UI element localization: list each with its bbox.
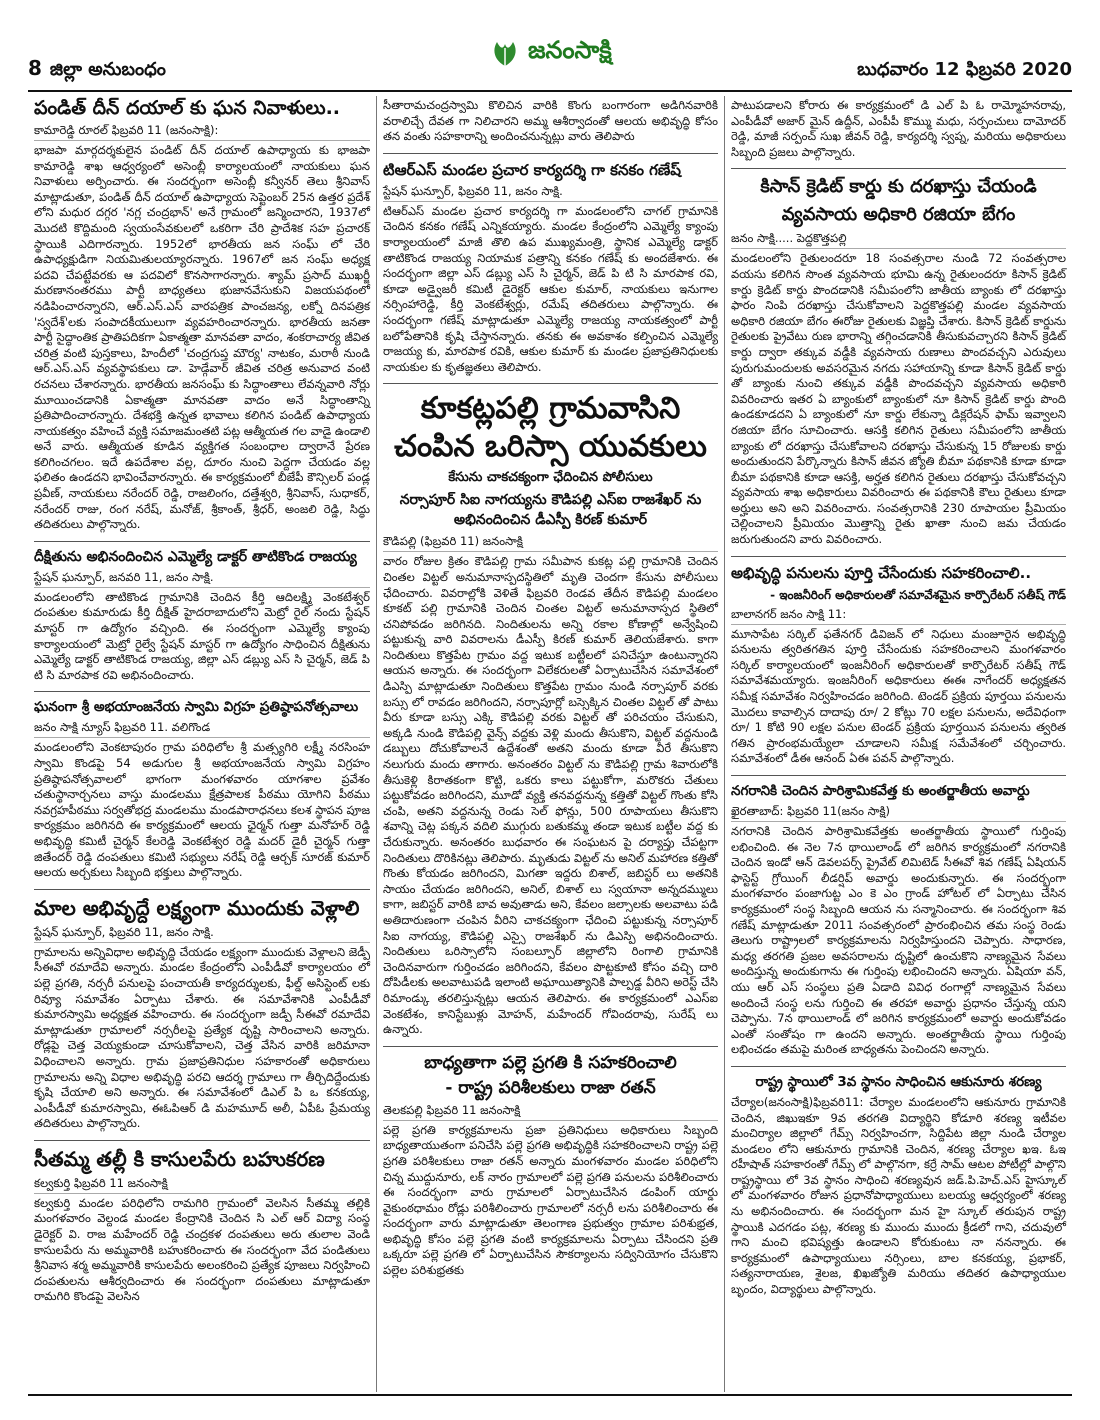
headline: దీక్షితును అభినందించిన ఎమ్మెల్యే డాక్టర్ తాటికొండ రాజయ్య: [34, 548, 357, 565]
column-1: [28, 96, 376, 1392]
article-body: సీతారామచంద్రస్వామి కొలిచిన వారికి కొంగు బంగారంగా అడిగినవారికి వరాలిచ్చే దేవత గా నిలిచారని అమ్మ ఆశీర్వాదంతో ఆలయ అభివృద్ధి కోసం తన వంతు సహకారాన్ని అందించనున్నట్లు వారు తెలిపారు: [383, 98, 718, 144]
headline: రాష్ట్ర స్థాయిలో 3వ స్థానం సాధించిన ఆకునూరు శరణ్య: [755, 1073, 1042, 1090]
article-body: మండలంలోని వెంకటాపురం గ్రామ పరిధిలోల శ్రీ మత్స్యగిరి లక్ష్మీ నరసింహ స్వామి కొండపై 54 అడుగుల శ్రీ అభయాంజనేయ స్వామి విగ్రహం ప్రతిష్ఠాపనోత్సవాలలో భాగంగా మంగళవారం యాగశాల ప్రవేశం చతుస్థానార్చనలు వాస్తు మండలము క్షేత్రపాలక పీఠము యోగిని పీఠము నవగ్రహపీఠము సర్వతోభద్ర మండలము మండపారాధనలు కలశ స్థాపన పూజ కార్యక్రమం జరిగినది ఈ కార్యక్రమంలో ఆలయ ఛైర్మన్ గుత్తా మనోహర్ రెడ్డి అభివృద్ధి కమిటీ చైర్మన్ కేలరెడ్డి వెంకటేశ్వర రెడ్డి మదర్ డైరీ చైర్మన్ గుత్తా జితేందర్ రెడ్డి దంపతులు కమిటి సభ్యులు నరేష్ రెడ్డి ఆర్చక్ సూరజ్ కుమార్ ఆలయ అర్చకులు సిబ్బంది భక్తులు పాల్గొన్నారు.: [34, 740, 370, 880]
logo-leaf-icon: [488, 38, 522, 68]
dateline: జనం సాక్షి..... పెద్దకొత్తపల్లి: [731, 231, 1066, 249]
headline: టిఆర్ఎస్ మండల ప్రచార కార్యదర్శి గా కనకం గణేష్: [383, 160, 681, 179]
article-seethamma: [34, 1147, 370, 1305]
article-dikshit: [34, 548, 370, 684]
dateline: స్టేషన్ ఘన్పూర్, ఫిబ్రవరి 11, జనం సాక్షి.: [383, 184, 718, 202]
dateline: కల్వకుర్తి ఫిబ్రవరి 11 జనంసాక్షి: [34, 1176, 370, 1194]
article-body: మూసాపేట సర్కిల్ ఫతేనగర్ డివిజన్ లో నిధులు మంజూరైన అభివృద్ధి పనులను త్వరితగతిన పూర్తి చేసేందుకు సహకరించాలని మంగళవారం సర్కిల్ కార్యాలయంలో ఇంజనీరింగ్ అధికారులతో కార్పొరేటర్ సతీష్ గౌడ్ సమావేశమయ్యారు. ఇంజనీరింగ్ అధికారులు ఈఈ నాగేందర్ అధ్యక్షతన సమీక్ష సమావేశం నిర్వహించడం జరిగింది. టెండర్ ప్రక్రియ పూర్తయి పనులను మొదలు కావాల్సిన దాదాపు రూ/ 2 కోట్లు 70 లక్షల పనులను, అదేవిధంగా రూ/ 1 కోటి 90 లక్షల పనుల టెండర్ ప్రక్రియ పూర్తయిన పనులను త్వరిత గతిన ప్రారంభమయ్యేలా చూడాలని సమీక్ష సమేవేశంలో చర్చించారు. సమావేశంలో డీఈ ఆనంద్ ఏఈ పవన్ పాల్గొన్నారు.: [731, 626, 1066, 766]
headline: నగరానికి చెందిన పారిశ్రామికవేత్త కు అంతర్జాతీయ అవార్డు: [731, 783, 1030, 799]
section-title: జిల్లా అనుబంధం: [49, 59, 166, 80]
article-body: పాటుపడాలని కోరారు ఈ కార్యక్రమంలో డి ఎల్ పి ఓ రామ్మోహనరావు, ఎంపీడీవో అజార్ మైన్ ఉద్దీన్, ఎంపీపీ కొమ్ము మధు, సర్పంచులు దామోదర్ రెడ్డి, మాజీ సర్పంచ్ సుఖ జీవన్ రెడ్డి, కార్యదర్శి స్వప్న, మరియు అధికారులు సిబ్బంది ప్రజలు పాల్గొన్నారు.: [731, 98, 1066, 159]
column-3: [724, 96, 1072, 1392]
divider: [731, 556, 1066, 557]
headline: పండిత్ దీన్ దయాల్ కు ఘన నివాళులు..: [34, 97, 341, 119]
divider: [731, 168, 1066, 169]
columns: [28, 96, 1072, 1392]
subheadline: కేసును చాకచక్యంగా ఛేదించిన పోలీసులు: [448, 470, 653, 486]
subheadline-2: నర్సాపూర్ సిఐ నాగయ్యను కౌడిపల్లి ఎస్ఐ రాజశేఖర్ ను అభినందించిన డీఎస్పీ కిరణ్ కుమార్: [399, 492, 702, 529]
dateline: కౌడిపల్లి (ఫిబ్రవరి 11) జనంసాక్షి: [383, 534, 718, 552]
dateline: తెలకపల్లి ఫిబ్రవరి 11 జనంసాక్షి: [383, 1103, 718, 1121]
article-body: పల్లె ప్రగతి కార్యక్రమాలను ప్రజా ప్రతినిధులు అధికారులు సిబ్బంది బాధ్యతాయుతంగా పనిచేసి పల్లె ప్రగతి అభివృద్ధికి సహకరించాలని రాష్ట్ర పల్లె ప్రగతి పరిశీలకులు రాజా రతన్ అన్నారు మంగళవారం మండల పరిధిలోని చిన్న ముద్దునూరు, లక్ నారం గ్రామాలలో పల్లె ప్రగతి పనులను పరిశీలించారు ఈ సందర్భంగా వారు గ్రామాలలో ఏర్పాటుచేసిన డంపింగ్ యార్డు వైకుంఠధామం రోడ్లు పరిశీలించారు గ్రామాలలో నర్సరీ లను పరిశీలించారు ఈ సందర్భంగా వారు మాట్లాడుతూ తెలంగాణ ప్రభుత్వం గ్రామాల పరిశుభ్రత, అభివృద్ధి కోసం పల్లె ప్రగతి వంటి కార్యక్రమాలను ఏర్పాటు చేసిందని ప్రతి ఒక్కరూ పల్లె ప్రగతి లో ఏర్పాటుచేసిన సౌకర్యాలను సద్వినియోగం చేసుకొని పల్లెల పరిశుభ్రతకు: [383, 1122, 718, 1278]
logo-text: జనంసాక్షి: [528, 36, 612, 64]
article-abhayanjaneya: [34, 698, 370, 880]
headline-2: - రాష్ట్ర పరిశీలకులు రాజా రతన్: [445, 1077, 656, 1098]
article-body: టిఆర్ఎస్ మండల ప్రచార కార్యదర్శి గా మండలంలోని చాగల్ గ్రామానికి చెందిన కనకం గణేష్ ఎన్నికయ్యారు. మండల కేంద్రంలోని ఎమ్మెల్యే క్యాంపు కార్యాలయంలో మాజీ తొలి ఉప ముఖ్యమంత్రి, స్థానిక ఎమ్మెల్యే డాక్టర్ తాటికొండ రాజయ్య నియామక పత్రాన్ని కనకం గణేష్ కు అందజేశారు. ఈ సందర్భంగా జిల్లా ఎస్ డబ్ల్యు ఎస్ సి చైర్మన్, జెడ్ పి టి సి మారపాక రవి, కూడా అడ్వైజరీ కమిటీ డైరెక్టర్ ఆకుల కుమార్, నాయకులు ఇనుగాల నర్సింహారెడ్డి, కీర్తి వెంకటేశ్వర్లు, రమేష్ తదితరులు పాల్గొన్నారు. ఈ సందర్భంగా గణేష్ మాట్లాడుతూ ఎమ్మెల్యే రాజయ్య నాయకత్వంలో పార్టీ బలోపేతానికి కృషి చేస్తానన్నారు. తనకు ఈ అవకాశం కల్పించిన ఎమ్మెల్యే రాజయ్య కు, మారపాక రవికి, ఆకుల కుమార్ కు మండల ప్రజాప్రతినిధులకు నాయకుల కు కృతజ్ఞతలు తెలిపారు.: [383, 203, 718, 374]
article-development-works: [731, 563, 1066, 767]
divider: [383, 1046, 718, 1047]
article-kisan-card: [731, 175, 1066, 547]
footer-rule: [28, 1394, 1072, 1396]
page-number: 8: [28, 56, 42, 80]
article-body: గ్రామాలను అన్నివిధాల అభివృద్ధి చేయడం లక్ష్యంగా ముందుకు వెళ్లాలని జెడ్పీ సీఈవో రమాదేవి అన్నారు. మండల కేంద్రంలోని ఎంపీడీవో కార్యాలయం లో పల్లె ప్రగతి, నర్సరీ పనులపై పంచాయతీ కార్యదర్శులకు, ఫీల్డ్ అసిస్టెంట్ లకు రివ్యూ సమావేశం ఏర్పాటు చేశారు. ఈ సమావేశానికి ఎంపీడీవో కుమారస్వామి అధ్యక్షత వహించారు. ఈ సందర్భంగా జడ్పీ సీఈవో రమాదేవి మాట్లాడుతూ గ్రామాలలో నర్సరీలపై ప్రత్యేక దృష్టి సారించాలని అన్నారు. రోడ్లపై చెత్త వెయ్యకుండా చూసుకోవాలని, చెత్త వేసిన వారికి జరిమానా విధించాలని అన్నారు. గ్రామ ప్రజాప్రతినిధుల సహకారంతో అధికారులు గ్రామాలను అన్ని విధాల అభివృద్ధి పరచి ఆదర్శ గ్రామాలు గా తీర్చిదిద్దేందుకు కృషి చేయాలి అని అన్నారు. ఈ సమావేశంలో డిఎల్ పి ఒ కనకయ్య, ఎంపీడీవో కుమారస్వామి, ఈఓపిఆర్ డి మహమూద్ అలీ, ఏపీఓ ప్రేమయ్య తదితరులు పాల్గొన్నారు.: [34, 944, 370, 1131]
divider: [731, 775, 1066, 776]
headline: సీతమ్మ తల్లీ కి కాసులపేరు బహుకరణ: [34, 1146, 325, 1171]
dateline: బాలానగర్ జనం సాక్షి 11:: [731, 607, 1066, 625]
headline: కిసాన్ క్రెడిట్ కార్డు కు దరఖాస్తు చేయండి: [760, 176, 1037, 198]
article-body: మండలంలోని రైతులందరూ 18 సంవత్సరాల నుండి 72 సంవత్సరాల వయసు కలిగిన సొంత వ్యవసాయ భూమి ఉన్న రైతులందరూ కిసాన్ క్రెడిట్ కార్డు క్రెడిట్ కార్డు పొందడానికి సమీపంలోని జాతీయ బ్యాంకు లో దరఖాస్తు ఫారం నింపి దరఖాస్తు చేసుకోవాలని పెద్దకొత్తపల్లి మండల వ్యవసాయ అధికారి రజియా బేగం ఈరోజు రైతులకు విజ్ఞప్తి చేశారు. కిసాన్ క్రెడిట్ కార్డును రైతులకు ప్రైవేటు రుణ భారాన్ని తగ్గించడానికి తీసుకువచ్చారని కిసాన్ క్రెడిట్ కార్డు ద్వారా తక్కువ వడ్డీకి వ్యవసాయ రుణాలు పొందవచ్చని ఎరువులు పురుగుమందులకు అవసరమైన నగదు సహాయాన్ని కూడా కిసాన్ క్రెడిట్ కార్డు తో బ్యాంకు నుంచి తక్కువ వడ్డీకి పొందవచ్చని వ్యవసాయ అధికారి వివరించారు ఇతర ఏ బ్యాంకులో బ్యాంకులో నూ కిసాన్ క్రెడిట్ కార్డు పొంది ఉండకూడదని ఏ బ్యాంకులో నూ కార్డు లేకున్నా డిక్లరేషన్ ఫామ్ ఇవ్వాలని రజియా బేగం సూచించారు. ఆసక్తి కలిగిన రైతులు సమీపంలోని జాతీయ బ్యాంకు లో దరఖాస్తు చేసుకోవాలని దరఖాస్తు చేసుకున్న 15 రోజులకు కార్డు అందుతుందని పేర్కొన్నారు కిసాన్ జీవన జ్యోతి బీమా పథకానికి కూడా కూడా బీమా పథకానికి కూడా ఆసక్తి, అర్హత కలిగిన రైతులు దరఖాస్తు చేసుకోవచ్చని వ్యవసాయ శాఖ అధికారులు వివరించారు ఈ పథకానికి కౌలు రైతులు కూడా అర్హులు అని అని వివరించారు. సంవత్సరానికి 230 రూపాయల ప్రీమియం చెల్లించాలని ప్రీమియం మొత్తాన్ని రైతు ఖాతా నుంచి జమ చేయడం జరుగుతుందని వారు వివరించారు.: [731, 251, 1066, 547]
divider: [383, 153, 718, 154]
article-body: మండలంలోని తాటికొండ గ్రామానికి చెందిన కీర్తి ఆదిలక్ష్మి వెంకటేశ్వర్ దంపతుల కుమారుడు కీర్తి దీక్షిత్ హైదరాబాదులోని మెట్రో రైల్ నందు స్టేషన్ మాస్టర్ గా ఉద్యోగం వచ్చింది. ఈ సందర్భంగా ఎమ్మెల్యే క్యాంపు కార్యాలయంలో మెట్రో రైల్వే స్టేషన్ మాస్టర్ గా ఉద్యోగం సాధించిన దీక్షితును ఎమ్మెల్యే డాక్టర్ తాటికొండ రాజయ్య, జిల్లా ఎస్ డబ్ల్యు ఎస్ సి చైర్మన్, జెడ్ పి టి సి మారపాక రవి అభినందించారు.: [34, 589, 370, 682]
issue-date: బుధవారం 12 ఫిబ్రవరి 2020: [857, 59, 1072, 80]
article-deendayal: [34, 98, 370, 533]
article-body: వారం రోజుల క్రితం కౌడిపల్లి గ్రామ సమీపాన కుకట్ల పల్లి గ్రామానికి చెందిన చింతల విట్టల్ అనుమానాస్పదస్థితిలో మృతి చెందగా కేసును పోలీసులు ఛేదించారు. వివరాల్లోకి వెళితే ఫిబ్రవరి రెండవ తేదీన కౌడిపల్లి మండలం కూకట్ పల్లి గ్రామానికి చెందిన చింతల విట్టల్ అనుమానాస్పద స్థితిలో చనిపోవడం జరిగినది. నిందితులను అన్ని రకాల కోణాల్లో అన్వేషించి పట్టుకున్న వారి వివరాలను డీఎస్పీ కిరణ్ కుమార్ తెలియజేశారు. కాగా నిందితులు కొత్తపేట గ్రామం వద్ద ఇటుక బట్టీలలో పనిచేస్తూ ఉంటున్నారని ఆయన అన్నారు. ఈ సందర్భంగా విలేకరులతో ఏర్పాటుచేసిన సమావేశంలో డిఎస్పి మాట్లాడుతూ నిందితులు కొత్తపేట గ్రామం నుండి నర్సాపూర్ వరకు బస్సు లో రావడం జరిగిందని, నర్సాపూర్లో బస్సెక్కిన చింతల విట్టల్ తో పాటు వీరు కూడా బస్సు ఎక్కి కౌడిపల్లి వరకు విట్టల్ తో పరిచయం చేసుకుని, అక్కడి నుండి కౌడిపల్లి వైన్స్ వద్దకు వెళ్లి మందు తీసుకొని, విట్టల్ వద్దనుండి డబ్బులు దోచుకోవాలనే ఉద్దేశంతో అతని మందు కూడా వీరే తీసుకొని నలుగురు మందు తాగారు. అనంతరం విట్టల్ ను కౌడిపల్లి గ్రామ శివారులోకి తీసుకెళ్లి కిరాతకంగా కొట్టి, ఒకరు కాలు పట్టుకోగా, మరొకరు చేతులు పట్టుకోవడం జరిగిందని, మూడో వ్యక్తి తనవద్దనున్న కత్తితో విట్టల్ గొంతు కోసి చంపి, అతని వద్దనున్న రెండు సెల్ ఫోన్లు, 500 రూపాయలు తీసుకొని శవాన్ని చెట్ల పక్కన వదిలి ముగ్గురు బతుకమ్మ తండా ఇటుక బట్టీల వద్ద కు చేరుకున్నారు. అనంతరం బుధవారం ఈ సంఘటన పై దర్యాప్తు చేపట్టగా నిందితులు దొరికినట్లు తెలిపారు. మృతుడు విట్టల్ ను అనిల్ మహారణ కత్తితో గొంతు కోయడం జరిగిందని, మిగతా ఇద్దరు బిశాల్, జబిస్టర్ లు అతనికి సాయం చేయడం జరిగిందని, అనిల్, బిశాల్ లు స్వయానా అన్నదమ్ములు కాగా, జబిస్టర్ వారికి బావ అవుతాడు అని, కేవలం జల్సాలకు అలవాటు పడి అతిదారుణంగా చంపిన వీరిని చాకచక్యంగా ఛేదించి పట్టుకున్న నర్సాపూర్ సిఐ నాగయ్య, కౌడిపల్లి ఎస్సై రాజశేఖర్ ను డిఎస్పి అభినందించారు. నిందితులు ఒరిస్సాలోని సంబల్పూర్ జిల్లాలోని రింగాలి గ్రామానికి చెందినవారుగా గుర్తించడం జరిగిందని, కేవలం పొట్టకూటి కోసం వచ్చి దారి దోపిడీలకు అలవాటుపడి ఇలాంటి అఘాయిత్యానికి పాల్పడ్డ వీరిని అరెస్ట్ చేసి రిమాండ్కు తరలిస్తున్నట్లు ఆయన తెలిపారు. ఈ కార్యక్రమంలో ఎఎస్ఐ వెంకటేశం, కానిస్టేబుళ్లు మోహన్, మహేందర్ గోవిందరావు, సురేష్ లు ఉన్నారు.: [383, 554, 718, 1037]
article-kukatlapalli: [383, 390, 718, 1037]
headline: ఘనంగా శ్రీ అభయాంజనేయ స్వామి విగ్రహ ప్రతిష్ఠాపనోత్సవాలు: [34, 699, 359, 716]
article-body: నగరానికి చెందిన పారిశ్రామికవేత్తకు అంతర్జాతీయ స్థాయిలో గుర్తింపు లభించింది. ఈ నెల 7న థాయిలాండ్ లో జరిగిన కార్యక్రమంలో నగరానికి చెందిన ఇండో ఆన్ డెవలపర్స్ ప్రైవేట్ లిమిటెడ్ సీఈవో శివ గణేష్ ఏషియన్ ఫాస్టెస్ట్ గ్రోయింగ్ లీడర్షిప్ అవార్డు అందుకున్నారు. ఈ సందర్భంగా మంగళవారం పంజాగుట్ట ఎం కె ఎం గ్రాండ్ హోటల్ లో ఏర్పాటు చేసిన కార్యక్రమంలో సంస్థ సిబ్బంది ఆయన ను సన్మానించారు. ఈ సందర్భంగా శివ గణేష్ మాట్లాడుతూ 2011 సంవత్సరంలో ప్రారంభించిన తమ సంస్థ రెండు తెలుగు రాష్ట్రాలలో కార్యక్రమాలను నిర్వహిస్తుందని చెప్పారు. సాధారణ, మధ్య తరగతి ప్రజల అవసరాలను దృష్టిలో ఉంచుకొని నాణ్యమైన సేవలు అందిస్తున్న అందుకుగాను ఈ గుర్తింపు లభించిందని అన్నారు. ఏషియా వన్, యు ఆర్ ఎస్ సంస్థలు ప్రతి ఏడాది వివిధ రంగాల్లో నాణ్యమైన సేవలు అందించే సంస్థ లను గుర్తించి ఈ తరహా అవార్డు ప్రధానం చేస్తున్న యని చెప్పాను. 7న థాయిలాండ్ లో జరిగిన కార్యక్రమంలో అవార్డు అందుకోవడం ఎంతో సంతోషం గా ఉందని అన్నారు. అంతర్జాతీయ స్థాయి గుర్తింపు లభించడం తమపై మరింత బాధ్యతను పెంచిందని అన్నారు.: [731, 824, 1066, 1057]
dateline: ఖైరతాబాద్: ఫిబ్రవరి 11(జనం సాక్షి): [731, 804, 1066, 822]
headline-2: వ్యవసాయ అధికారి రజియా బేగం: [781, 204, 1016, 226]
divider: [34, 1140, 370, 1141]
article-body: భాజపా మార్గదర్శకులైన పండిట్ దీన్ దయాల్ ఉపాధ్యాయ కు భాజపా కామారెడ్డి శాఖ ఆధ్వర్యంలో అసెంబ్లీ కార్యాలయంలో నాయకులు ఘన నివాళులు అర్పించారు. ఈ సందర్భంగా అసెంబ్లీ కన్వీనర్ తెలు శ్రీనివాస్ మాట్లాడుతూ, పండిత్ దీన్ దయాల్ ఉపాధ్యాయ సెప్టెంబర్ 25న ఉత్తర ప్రదేశ్ లోని మధుర దగ్గర 'నగ్ల చంద్రభాన్' అనే గ్రామంలో జన్మించారని, 1937లో మొదటి కొద్దిమంది స్వయంసేవకులలో ఒకరిగా చేరి ప్రాదేశిక సహ ప్రచారక్ స్థాయికి ఎదిగారన్నారు. 1952లో భారతీయ జన సంఘ్ లో చేరి ఉపాధ్యక్షుడిగా నియమితులయ్యారన్నారు. 1967లో జన సంఘ్ అధ్యక్ష పదవి చేపట్టేవరకు ఆ పదవిలో కొనసాగారన్నారు. శ్యామ్ ప్రసాద్ ముఖర్జీ మరణానంతరము పార్టీ బాధ్యతలు భుజానవేసుకుని విజయపథంలో నడిపించారన్నారని, ఆర్.ఎస్.ఎస్ వారపత్రిక పాంచజన్య, లక్నో దినపత్రిక 'స్వదేశ్'లకు సంపాదకీయులుగా వ్యవహరించారన్నారు. భారతీయ జనతా పార్టీ సైద్ధాంతిక ప్రాతిపదికగా ఏకాత్మతా మానవతా వాదం, శంకరాచార్య జీవిత చరిత్ర వంటి పుస్తకాలు, హిందీలో 'చంద్రగుప్త మౌర్య' నాటకం, మరాఠీ నుండి ఆర్.ఎస్.ఎస్ వ్యవస్థాపకులు డా. హెడ్గేవార్ జీవిత చరిత్ర అనువాద వంటి రచనలు చేశారన్నారు. భారతీయ జనసంఘ్ కు సిద్ధాంతాలు లేవన్నవారి నోర్లు మూయించడానికి ఏకాత్మతా మానవతా వాదం అనే సిద్ధాంతాన్ని ప్రతిపాదించారన్నారు. దేశభక్తి ఉన్నత భావాలు కలిగిన పండిట్ ఉపాధ్యాయ నాయకత్వం వహించే వ్యక్తి సమాజమంతటి పట్ల ఆత్మీయత గల వాడై ఉండాలి అనే వారు. ఆత్మీయత కూడిన వ్యక్తిగత సంబంధాల ద్వారానే ప్రేరణ కలిగించగలం. ఇదే ఉపదేశాల వల్ల, దూరం నుంచి పెద్దగా చేయడం వల్ల ఫలితం ఉండదని భావించేవారన్నారు. ఈ కార్యక్రమంలో బీజేపీ కౌన్సిలర్ పండ్ల ప్రవీణ్, నాయకులు నరేందర్ రెడ్డి, రాజలింగం, దత్తేశ్వరి, శ్రీనివాస్, సుధాకర్, నరేందర్ రాజు, రంగ నరేష్, మనోజ్, శ్రీకాంత్, శ్రీధర్, అంజలి రెడ్డి, సిద్ధు తదితరులు పాల్గొన్నారు.: [34, 143, 370, 532]
divider: [731, 1066, 1066, 1067]
divider: [34, 889, 370, 890]
article-award: [731, 782, 1066, 1058]
headline: మాల అభివృద్దే లక్ష్యంగా ముందుకు వెళ్లాలి: [34, 895, 360, 920]
article-body: చేర్యాల(జనంసాక్షి)ఫిబ్రవరి11: చేర్యాల మండలంలోని ఆకునూరు గ్రామానికి చెందిన, జిఖుఇకూ 9వ తరగతి విద్యార్థిని కోడూరి శరణ్య ఇటీవల మంచిర్యాల జిల్లాలో గేమ్స్ నిర్వహించగా, సిద్దిపేట జిల్లా నుండి చేర్యాల మండలం లోని ఆకునూరు గ్రామానికి చెందిన, శరణ్య చేర్యాల ఖఇ. ఓఇ రహీషాత్ సహకారంతో గేమ్స్ లో పాల్గొనగా, కర్రే సామ్ ఆటల పోటీల్లో పాల్గొని రాష్ట్రస్థాయి లో 3వ స్థానం సాధించి శరణ్యవున జడ్.పి.హెచ్.ఎస్ హైస్కూల్ లో మంగళవారం రోజున ప్రధానోపాధ్యాయులు బలయ్య ఆధ్వర్యంలో శరణ్య ను అభినందించారు. ఈ సందర్భంగా మన హై స్కూల్ తరుపున రాష్ట్ర స్థాయికి ఎదగడం పట్ల, శరణ్య కు ముందు ముందు క్రీడలో గాని, చదువులో గాని మంచి భవిష్యత్తు ఉండాలని కోరుకుంటు నా ననన్నారు. ఈ కార్యక్రమంలో ఉపాధ్యాయులు నర్సింలు, బాల కనకయ్య, ప్రభాకర్, సత్యనారాయణ, శైలజ, ఖిఖజ్యోతి మరియు తదితర ఉపాధ్యాయుల బృందం, విద్యార్థులు పాల్గొన్నారు.: [731, 1094, 1066, 1297]
masthead-rule: [28, 90, 1072, 92]
divider: [34, 691, 370, 692]
divider: [34, 541, 370, 542]
article-palle-pragathi: [383, 1053, 718, 1279]
article-mala: [34, 896, 370, 1132]
dateline: స్టేషన్ ఘన్పూర్, ఫిబ్రవరి 11, జనం సాక్షి.: [34, 925, 370, 943]
article-body: కల్వకుర్తి మండల పరిధిలోని రామగిరి గ్రామంలో వెలసిన సీతమ్మ తల్లికి మంగళవారం వెల్దండ మండల కేంద్రానికి చెందిన సి ఎల్ ఆర్ విద్యా సంస్థ డైరెక్టర్ వి. రాజ మహేందర్ రెడ్డి చంద్రకళ దంపతులు అరు తులాల వెండి కాసులపేరు ను అమ్మవారికి బహుకరించారు ఈ సందర్భంగా వేద పండితులు శ్రీనివాస శర్మ అమ్మవారికి కాసులపేరు అలంకరించి ప్రత్యేక పూజలు నిర్వహించి దంపతులను ఆశీర్వదించారు ఈ సందర్భంగా దంపతులు మాట్లాడుతూ రామగిరి కొండపై వెలసిన: [34, 1195, 370, 1304]
headline: కూకట్లపల్లి గ్రామవాసిని చంపిన ఒరిస్సా యువకులు: [394, 391, 707, 465]
divider: [383, 383, 718, 384]
article-continued: [731, 98, 1066, 160]
logo: [488, 36, 612, 70]
masthead-left: [28, 56, 166, 88]
article-continued: [383, 98, 718, 145]
masthead: [28, 32, 1072, 88]
dateline: జనం సాక్షి న్యూస్ ఫిబ్రవరి 11. వలిగొండ: [34, 720, 370, 738]
headline: అభివృద్ధి పనులను పూర్తి చేసేందుకు సహకరించాలి..: [731, 563, 1032, 582]
dateline: స్టేషన్ ఘన్పూర్, జనవరి 11, జనం సాక్షి.: [34, 570, 370, 588]
dateline: కామారెడ్డి రూరల్ ఫిబ్రవరి 11 (జనంసాక్షి):: [34, 123, 370, 141]
article-sharanya: [731, 1073, 1066, 1298]
column-2: [376, 96, 724, 1392]
subheadline: - ఇంజనీరింగ్ అధికారులతో సమావేశమైన కార్పొరేటర్ సతీష్ గౌడ్: [770, 587, 1066, 602]
article-trs: [383, 160, 718, 376]
headline: బాధ్యతాగా పల్లె ప్రగతి కి సహకరించాలి: [424, 1052, 677, 1073]
